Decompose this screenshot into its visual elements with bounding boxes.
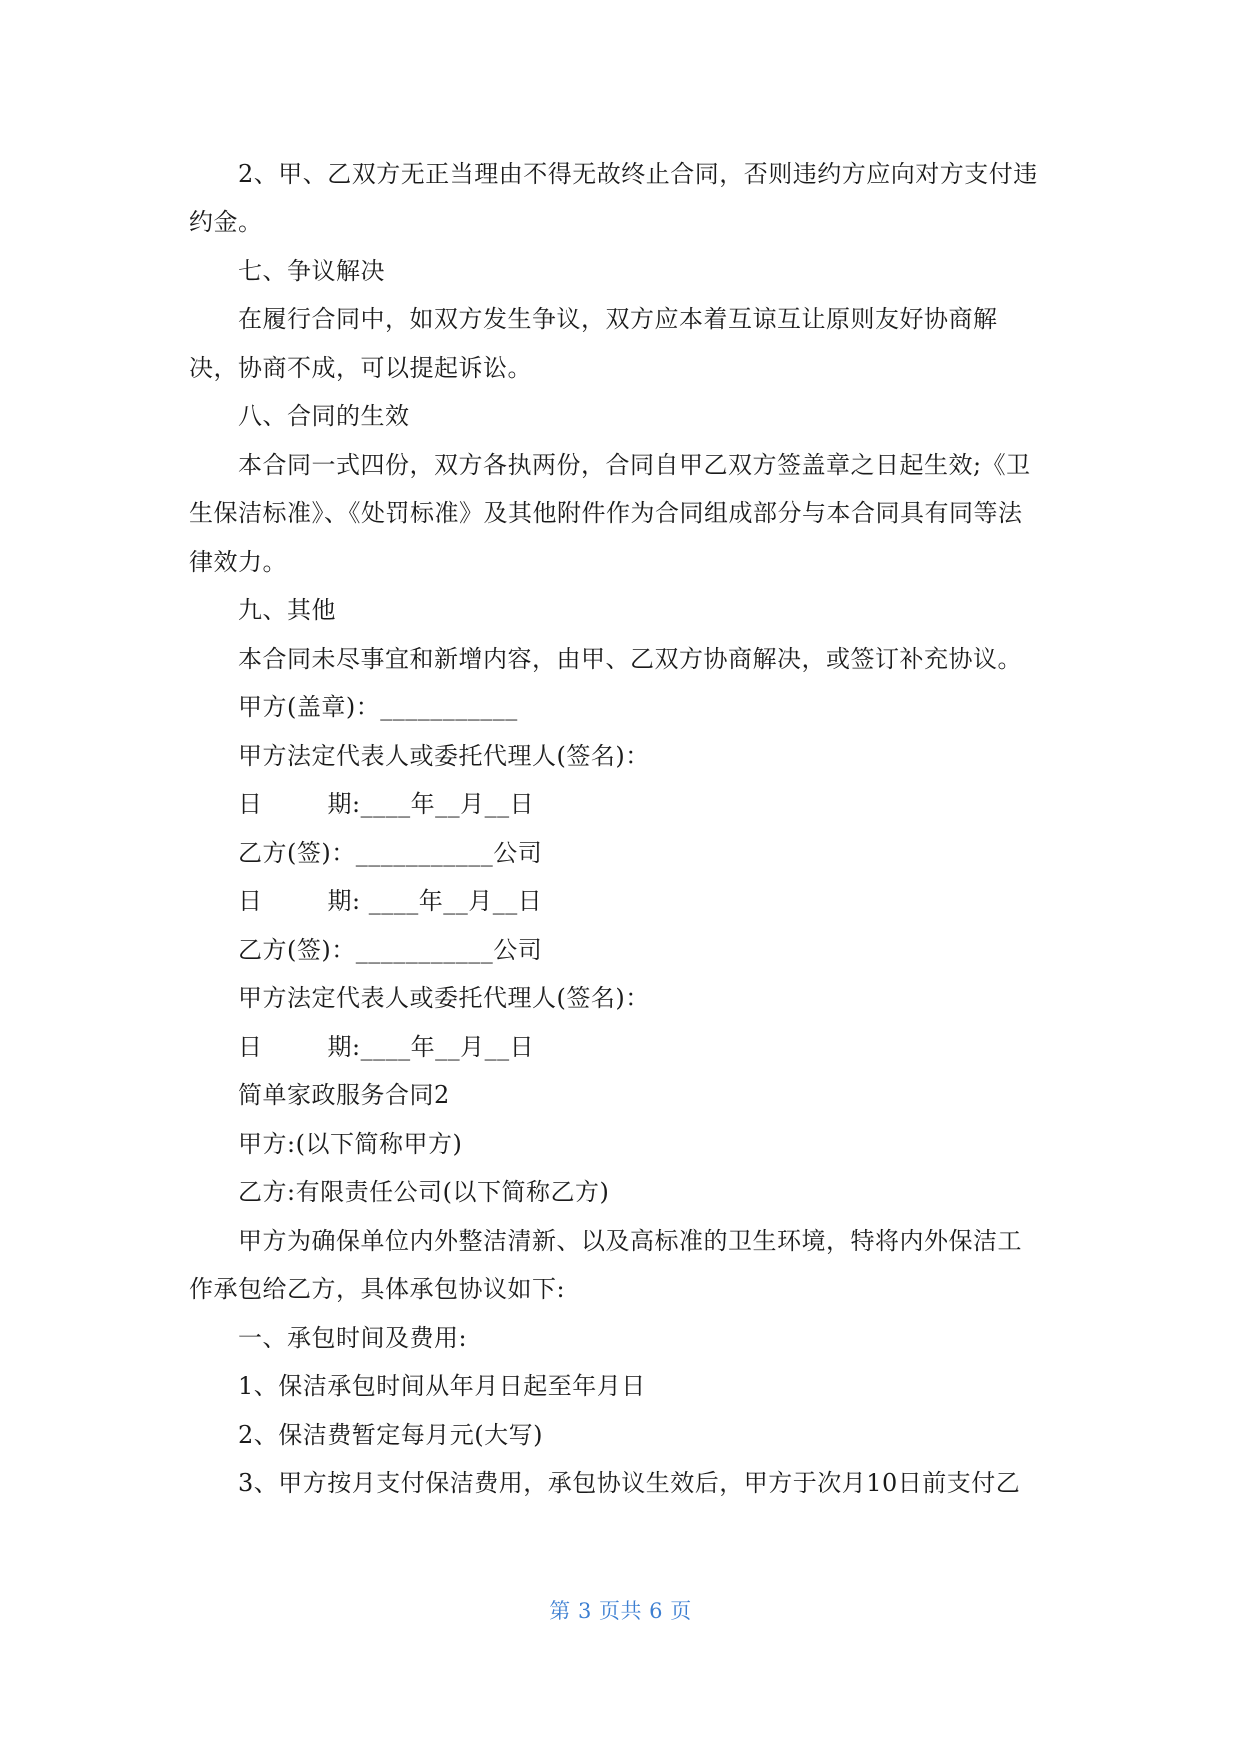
party-line: 甲方:(以下简称甲方) [238, 1130, 463, 1158]
section-heading: 一、承包时间及费用: [238, 1324, 468, 1352]
section-heading: 九、其他 [238, 596, 336, 624]
body-line: 1、保洁承包时间从年月日起至年月日 [238, 1372, 646, 1400]
signature-line: 甲方法定代表人或委托代理人(签名)： [238, 984, 650, 1012]
signature-line: 乙方(签)：___________公司 [238, 839, 543, 867]
section-heading: 七、争议解决 [238, 257, 385, 285]
section-heading: 八、合同的生效 [238, 402, 410, 430]
date-line: 日 期:____年__月__日 [238, 790, 535, 818]
body-line: 本合同未尽事宜和新增内容，由甲、乙双方协商解决，或签订补充协议。 [238, 645, 1022, 673]
date-line: 日 期:____年__月__日 [238, 1033, 535, 1061]
body-line: 约金。 [189, 208, 263, 236]
body-line: 甲方为确保单位内外整洁清新、以及高标准的卫生环境，特将内外保洁工 [238, 1227, 1022, 1255]
page-number-footer: 第 3 页共 6 页 [549, 1599, 692, 1623]
signature-line: 甲方法定代表人或委托代理人(签名)： [238, 742, 650, 770]
body-line: 作承包给乙方，具体承包协议如下: [189, 1275, 566, 1303]
body-line: 在履行合同中，如双方发生争议，双方应本着互谅互让原则友好协商解 [238, 305, 998, 333]
body-line: 2、保洁费暂定每月元(大写) [238, 1421, 543, 1449]
body-line: 决，协商不成，可以提起诉讼。 [189, 354, 532, 382]
signature-line: 甲方(盖章)：___________ [238, 693, 518, 721]
party-line: 乙方:有限责任公司(以下简称乙方) [238, 1178, 610, 1206]
body-line: 2、甲、乙双方无正当理由不得无故终止合同，否则违约方应向对方支付违 [238, 160, 1038, 188]
signature-line: 乙方(签)：___________公司 [238, 936, 543, 964]
body-line: 本合同一式四份，双方各执两份，合同自甲乙双方签盖章之日起生效;《卫 [238, 451, 1031, 479]
body-line: 生保洁标准》、《处罚标准》及其他附件作为合同组成部分与本合同具有同等法 [189, 499, 1023, 527]
body-line: 3、甲方按月支付保洁费用，承包协议生效后，甲方于次月10日前支付乙 [238, 1469, 1021, 1497]
body-line: 律效力。 [189, 548, 287, 576]
date-line: 日 期: ____年__月__日 [238, 887, 543, 915]
contract-title: 简单家政服务合同2 [238, 1081, 450, 1109]
